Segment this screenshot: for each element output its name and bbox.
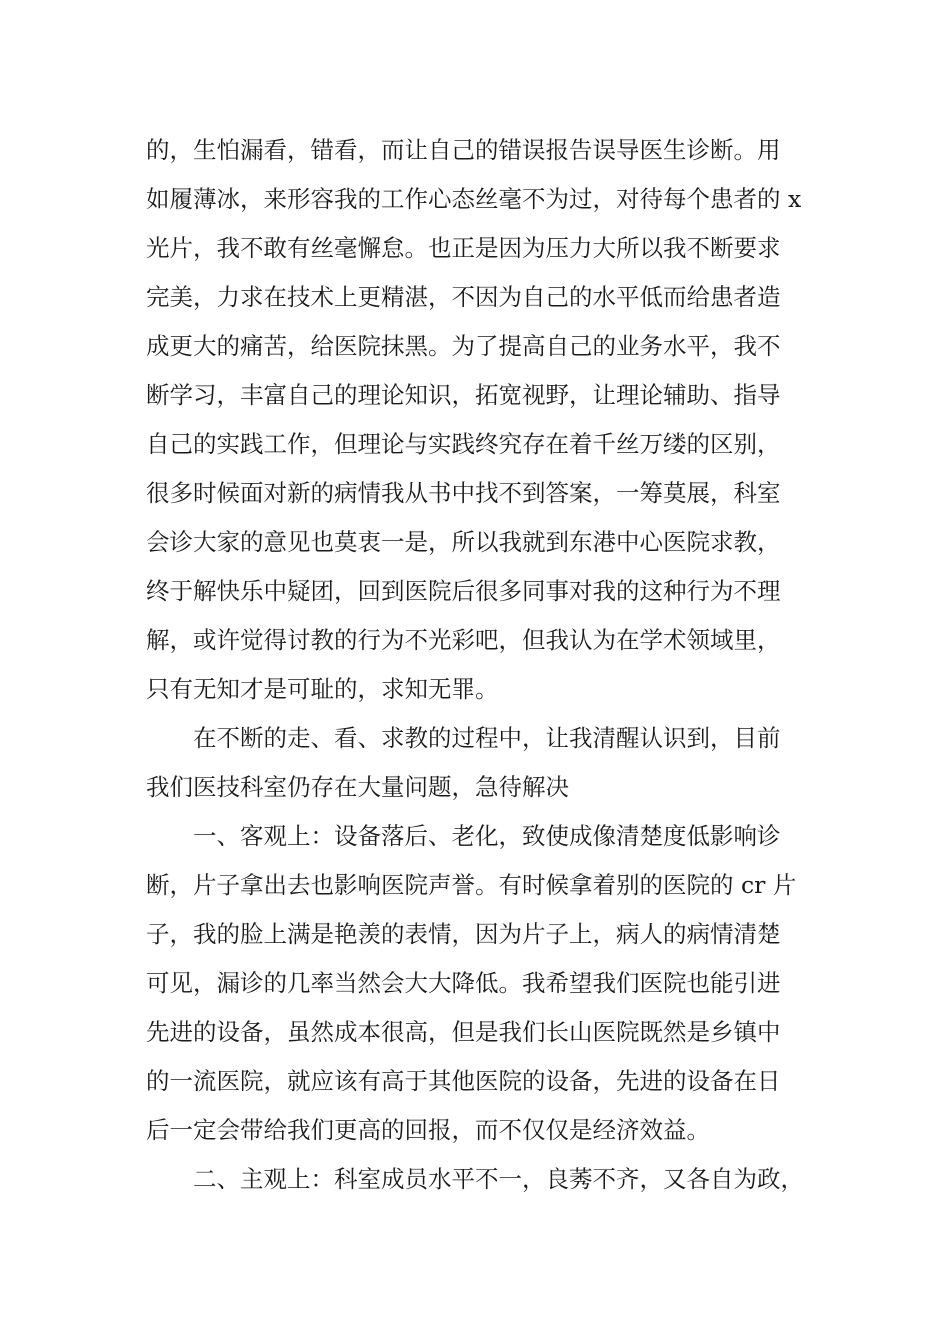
text-line: 成更大的痛苦，给医院抹黑。为了提高自己的业务水平，我不: [146, 332, 781, 360]
text-line: 只有无知才是可耻的，求知无罪。: [146, 675, 499, 703]
text-line: 可见，漏诊的几率当然会大大降低。我希望我们医院也能引进: [146, 969, 781, 997]
text-line: 很多时候面对新的病情我从书中找不到答案，一筹莫展，科室: [146, 479, 781, 507]
text-line: 我们医技科室仍存在大量问题，急待解决: [146, 773, 569, 801]
text-line: 终于解快乐中疑团，回到医院后很多同事对我的这种行为不理: [146, 577, 781, 605]
text-line: 后一定会带给我们更高的回报，而不仅仅是经济效益。: [146, 1116, 710, 1144]
text-line: 二、主观上：科室成员水平不一，良莠不齐，又各自为政，: [146, 1165, 804, 1193]
text-line: 完美，力求在技术上更精湛，不因为自己的水平低而给患者造: [146, 283, 781, 311]
text-line: 一、客观上：设备落后、老化，致使成像清楚度低影响诊: [146, 822, 781, 850]
text-line: 断，片子拿出去也影响医院声誉。有时候拿着别的医院的 cr 片: [146, 871, 797, 899]
text-line: 自己的实践工作，但理论与实践终究存在着千丝万缕的区别，: [146, 430, 781, 458]
text-line: 如履薄冰，来形容我的工作心态丝毫不为过，对待每个患者的 x: [146, 185, 802, 213]
text-line: 在不断的走、看、求教的过程中，让我清醒认识到，目前: [146, 724, 781, 752]
text-line: 先进的设备，虽然成本很高，但是我们长山医院既然是乡镇中: [146, 1018, 781, 1046]
text-line: 光片，我不敢有丝毫懈怠。也正是因为压力大所以我不断要求: [146, 234, 781, 262]
text-line: 解，或许觉得讨教的行为不光彩吧，但我认为在学术领域里，: [146, 626, 781, 654]
text-line: 会诊大家的意见也莫衷一是，所以我就到东港中心医院求教，: [146, 528, 781, 556]
text-line: 子，我的脸上满是艳羡的表情，因为片子上，病人的病情清楚: [146, 920, 781, 948]
body-text: [146, 126, 836, 1204]
text-line: 的，生怕漏看，错看，而让自己的错误报告误导医生诊断。用: [146, 136, 781, 164]
text-line: 的一流医院，就应该有高于其他医院的设备，先进的设备在日: [146, 1067, 781, 1095]
text-line: 断学习，丰富自己的理论知识，拓宽视野，让理论辅助、指导: [146, 381, 781, 409]
